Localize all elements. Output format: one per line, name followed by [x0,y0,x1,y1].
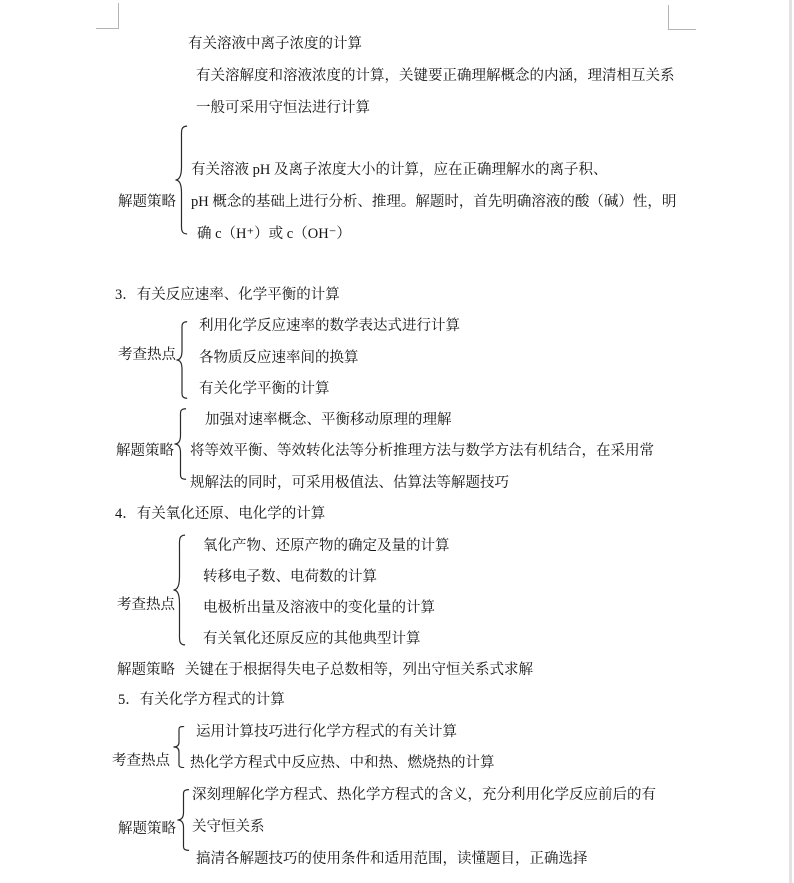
strategy-label: 解题策略 [116,443,174,459]
brace [174,408,187,480]
hotspot-label: 考查热点 [118,347,176,363]
hotspot-item: 利用化学反应速率的数学表达式进行计算 [199,318,460,334]
intro-line: 有关溶液中离子浓度的计算 [188,36,362,52]
strategy-label: 解题策略 [118,821,176,837]
hotspot-item: 有关化学平衡的计算 [199,381,330,397]
hotspot-item: 氧化产物、还原产物的确定及量的计算 [203,538,450,554]
hotspot-label: 考查热点 [112,753,170,769]
hotspot-item: 有关氧化还原反应的其他典型计算 [203,631,421,647]
strategy-item: pH 概念的基础上进行分析、推理。解题时，首先明确溶液的酸（碱）性，明 [191,194,677,210]
strategy-item: 关守恒关系 [192,819,265,835]
strategy-label: 解题策略 [117,662,175,678]
brace [177,789,190,851]
hotspot-item: 转移电子数、电荷数的计算 [203,569,377,585]
brace [176,321,188,399]
strategy-item: 确 c（H⁺）或 c（OH⁻） [197,226,351,242]
intro-line: 有关溶解度和溶液浓度的计算，关键要正确理解概念的内涵，理清相互关系 [196,68,675,84]
strategy-item: 深刻理解化学方程式、热化学方程式的含义，充分利用化学反应前后的有 [192,787,656,803]
brace [175,125,188,235]
page-right-edge [789,0,792,883]
strategy-label: 解题策略 [118,194,176,210]
strategy-item: 将等效平衡、等效转化法等分析推理方法与数学方法有机结合，在采用常 [190,443,654,459]
hotspot-label: 考查热点 [117,597,175,613]
hotspot-item: 热化学方程式中反应热、中和热、燃烧热的计算 [190,755,495,771]
intro-line: 一般可采用守恒法进行计算 [196,100,370,116]
strategy-text: 关键在于根据得失电子总数相等，列出守恒关系式求解 [185,662,533,678]
hotspot-item: 运用计算技巧进行化学方程式的有关计算 [196,724,457,740]
strategy-item: 加强对速率概念、平衡移动原理的理解 [205,412,452,428]
margin-crop-mark-top-right [668,5,696,30]
brace [173,534,186,646]
hotspot-item: 各物质反应速率间的换算 [199,350,359,366]
section-heading: 4．有关氧化还原、电化学的计算 [115,506,326,522]
section-heading: 5．有关化学方程式的计算 [118,692,285,708]
strategy-item: 规解法的同时，可采用极值法、估算法等解题技巧 [190,475,509,491]
strategy-item: 有关溶液 pH 及离子浓度大小的计算，应在正确理解水的离子积、 [191,162,608,178]
brace [173,726,185,768]
section-heading: 3．有关反应速率、化学平衡的计算 [115,287,340,303]
margin-crop-mark-top-left [96,3,119,29]
strategy-item: 搞清各解题技巧的使用条件和适用范围，读懂题目，正确选择 [196,851,588,867]
hotspot-item: 电极析出量及溶液中的变化量的计算 [203,600,435,616]
